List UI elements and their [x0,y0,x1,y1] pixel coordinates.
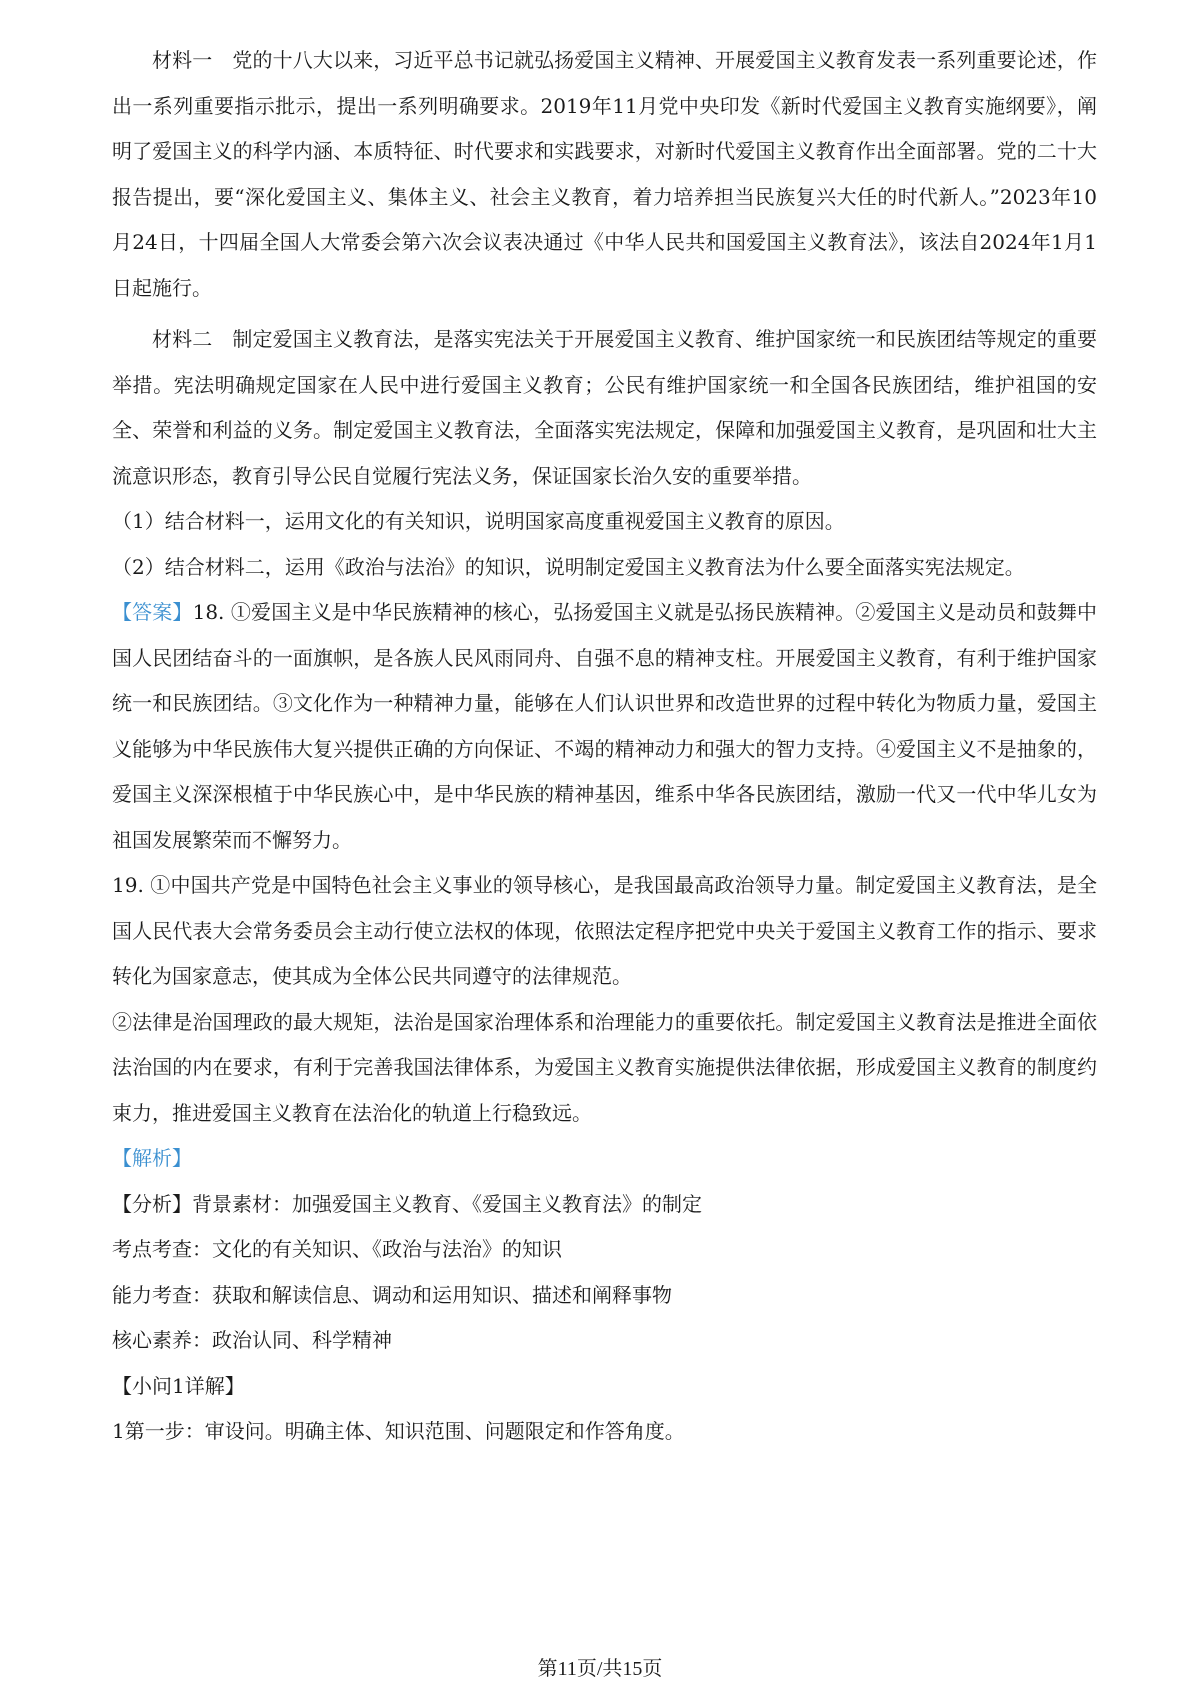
analysis-line: 1第一步：审设问。明确主体、知识范围、问题限定和作答角度。 [112,1419,685,1443]
page-number-footer: 第11页/共15页 [537,1658,663,1680]
question-one: （1）结合材料一，运用文化的有关知识，说明国家高度重视爱国主义教育的原因。 [112,509,845,533]
material-two-paragraph: 材料二 制定爱国主义教育法，是落实宪法关于开展爱国主义教育、维护国家统一和民族团结等规定的重要举措。宪法明确规定国家在人民中进行爱国主义教育；公民有维护国家统一和全国各民族团结，维护祖国的安全、荣誉和利益的义务。制定爱国主义教育法，全面落实宪法规定，保障和加强爱国主义教育，是巩固和壮大主流意识形态，教育引导公民自觉履行宪法义务，保证国家长治久安的重要举措。 [112,327,1097,488]
answer-19-paragraph-two: ②法律是治国理政的最大规矩，法治是国家治理体系和治理能力的重要依托。制定爱国主义教育法是推进全面依法治国的内在要求，有利于完善我国法律体系，为爱国主义教育实施提供法律依据，形成爱国主义教育的制度约束力，推进爱国主义教育在法治化的轨道上行稳致远。 [112,1009,1097,1125]
answer-19-paragraph-one: 19. ①中国共产党是中国特色社会主义事业的领导核心，是我国最高政治领导力量。制定爱国主义教育法，是全国人民代表大会常务委员会主动行使立法权的体现，依照法定程序把党中央关于爱国主义教育工作的指示、要求转化为国家意志，使其成为全体公民共同遵守的法律规范。 [112,873,1097,988]
answer-18-paragraph [112,590,1097,863]
question-two: （2）结合材料二，运用《政治与法治》的知识，说明制定爱国主义教育法为什么要全面落实宪法规定。 [112,554,1025,579]
analysis-line: 核心素养：政治认同、科学精神 [112,1328,392,1352]
analysis-tag: 【解析】 [112,1146,192,1170]
answer-18-text: 18. ①爱国主义是中华民族精神的核心，弘扬爱国主义就是弘扬民族精神。②爱国主义是动员和鼓舞中国人民团结奋斗的一面旗帜，是各族人民风雨同舟、自强不息的精神支柱。开展爱国主义教育，有利于维护国家统一和民族团结。③文化作为一种精神力量，能够在人们认识世界和改造世界的过程中转化为物质力量，爱国主义能够为中华民族伟大复兴提供正确的方向保证、不竭的精神动力和强大的智力支持。④爱国主义不是抽象的，爱国主义深深根植于中华民族心中，是中华民族的精神基因，维系中华各民族团结，激励一代又一代中华儿女为祖国发展繁荣而不懈努力。 [112,600,1098,852]
material-one-paragraph: 材料一 党的十八大以来，习近平总书记就弘扬爱国主义精神、开展爱国主义教育发表一系列重要论述，作出一系列重要指示批示，提出一系列明确要求。2019年11月党中央印发《新时代爱国主义教育实施纲要》，阐明了爱国主义的科学内涵、本质特征、时代要求和实践要求，对新时代爱国主义教育作出全面部署。党的二十大报告提出，要“深化爱国主义、集体主义、社会主义教育，着力培养担当民族复兴大任的时代新人。”2023年10月24日，十四届全国人大常委会第六次会议表决通过《中华人民共和国爱国主义教育法》，该法自2024年1月1日起施行。 [112,48,1097,300]
analysis-line: 考点考查：文化的有关知识、《政治与法治》的知识 [112,1237,562,1261]
page-content [112,38,1097,1455]
analysis-line: 能力考查：获取和解读信息、调动和运用知识、描述和阐释事物 [112,1282,672,1307]
analysis-line: 【分析】背景素材：加强爱国主义教育、《爱国主义教育法》的制定 [112,1191,702,1216]
answer-tag: 【答案】 [112,600,193,624]
analysis-line: 【小问1详解】 [112,1373,245,1398]
